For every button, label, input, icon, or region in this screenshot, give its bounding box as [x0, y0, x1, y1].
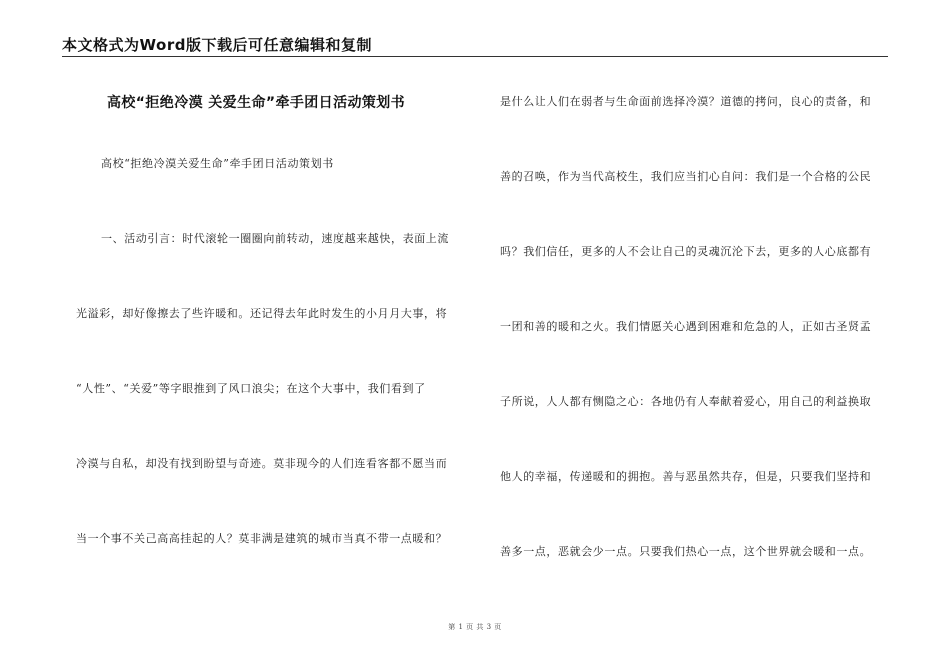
body-line: 当一个事不关己高高挂起的人？莫非满是建筑的城市当真不带一点暖和？: [76, 532, 448, 545]
body-line: 一、活动引言：时代滚轮一圈圈向前转动，速度越来越快，表面上流: [101, 232, 449, 245]
body-line: 一团和善的暖和之火。我们情愿关心遇到困难和危急的人，正如古圣贤孟: [500, 320, 872, 333]
body-line: 是什么让人们在弱者与生命面前选择冷漠？道德的拷问，良心的责备，和: [500, 95, 872, 108]
body-line: 光溢彩，却好像擦去了些许暖和。还记得去年此时发生的小月月大事，将: [76, 307, 448, 320]
left-column: [76, 0, 462, 672]
body-line: 他人的幸福，传递暖和的拥抱。善与恶虽然共存，但是，只要我们坚持和: [500, 470, 872, 483]
body-line: 冷漠与自私，却没有找到盼望与奇迹。莫非现今的人们连看客都不愿当而: [76, 457, 448, 470]
body-line: 子所说，人人都有恻隐之心：各地仍有人奉献着爱心，用自己的利益换取: [500, 395, 872, 408]
header-title: 本文格式为Word版下载后可任意编辑和复制: [62, 36, 372, 54]
document-title: 高校“拒绝冷漠 关爱生命”牵手团日活动策划书: [107, 95, 406, 111]
body-line: 善的召唤，作为当代高校生，我们应当扪心自问：我们是一个合格的公民: [500, 170, 872, 183]
body-line: 高校“拒绝冷漠关爱生命”牵手团日活动策划书: [101, 157, 334, 170]
body-line: 善多一点，恶就会少一点。只要我们热心一点，这个世界就会暖和一点。: [500, 545, 872, 558]
right-column: [500, 0, 886, 672]
body-line: 吗？我们信任，更多的人不会让自己的灵魂沉沦下去，更多的人心底都有: [500, 245, 872, 258]
body-line: “人性”、“关爱”等字眼推到了风口浪尖；在这个大事中，我们看到了: [76, 382, 426, 395]
page-number-footer: 第 1 页 共 3 页: [448, 623, 502, 631]
